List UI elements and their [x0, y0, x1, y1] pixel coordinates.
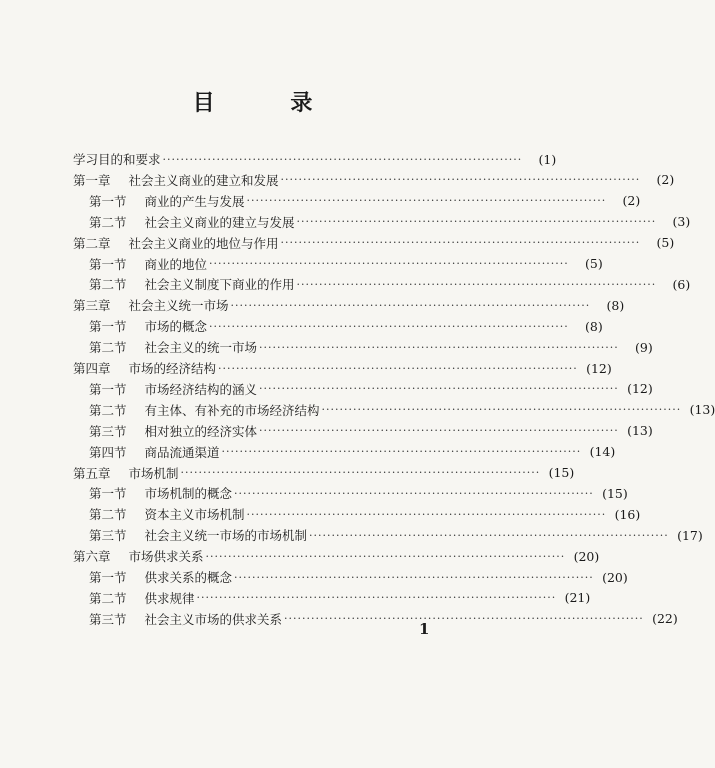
toc-page-ref: (14): [589, 444, 616, 460]
toc-section-entry: [0, 483, 628, 503]
toc-entry-title: 社会主义制度下商业的作用: [144, 277, 295, 293]
toc-entry-label: [89, 484, 232, 502]
toc-entry-number: 第二节: [89, 214, 127, 230]
toc-page-ref: (2): [656, 172, 675, 188]
toc-entry-label: [73, 234, 279, 252]
toc-entry-number: 学习目的和要求: [73, 152, 161, 167]
toc-section-entry: [0, 379, 653, 399]
dot-leader: ················································································: [234, 486, 594, 500]
toc-section-entry: [0, 316, 603, 336]
toc-entry-number: 第五章: [73, 465, 111, 481]
dot-leader: ················································································: [280, 173, 641, 187]
dot-leader: ················································································: [196, 591, 557, 605]
toc-page-ref: (20): [573, 548, 600, 564]
toc-entry-label: [73, 150, 161, 168]
toc-entry-title: 市场供求关系: [128, 549, 204, 565]
toc-entry-title: 商业的产生与发展: [144, 193, 245, 209]
toc-page-ref: (12): [627, 381, 653, 397]
toc-page-ref: (16): [614, 506, 641, 522]
toc-section-entry: [0, 421, 653, 441]
toc-section-entry: [0, 254, 603, 274]
toc-section-entry: [0, 442, 616, 462]
toc-page-ref: (20): [602, 569, 628, 585]
toc-section-entry: [0, 337, 653, 357]
toc-page-ref: (17): [677, 527, 703, 543]
toc-entry-number: 第一节: [89, 193, 127, 209]
toc-section-entry: [0, 567, 628, 587]
toc-chapter-entry: [0, 149, 557, 169]
toc-entry-number: 第一节: [89, 381, 127, 397]
toc-section-entry: [0, 274, 691, 294]
toc-entry-label: [89, 192, 245, 210]
dot-leader: ················································································: [259, 340, 619, 354]
toc-entry-label: [73, 547, 204, 565]
dot-leader: ················································································: [230, 298, 591, 312]
toc-entry-title: 供求规律: [144, 590, 195, 606]
toc-entry-number: 第二节: [89, 277, 127, 293]
toc-chapter-entry: [0, 295, 625, 315]
toc-section-entry: [0, 191, 641, 211]
toc-entry-number: 第二节: [89, 402, 127, 418]
toc-chapter-entry: [0, 358, 612, 378]
toc-entry-title: 市场机制: [128, 465, 179, 481]
toc-entry-title: 供求关系的概念: [144, 570, 233, 585]
page-number: 1: [419, 620, 430, 638]
toc-entry-label: [89, 317, 207, 335]
toc-page-ref: (15): [602, 485, 628, 501]
toc-page-ref: (5): [585, 256, 603, 271]
toc-page-ref: (6): [672, 276, 691, 292]
toc-section-entry: [0, 400, 715, 420]
toc-page-ref: (13): [689, 402, 715, 418]
toc-entry-number: 第三节: [89, 611, 127, 627]
toc-entry-title: 资本主义市场机制: [144, 507, 245, 523]
toc-entry-label: [89, 380, 257, 398]
toc-entry-label: [89, 505, 245, 523]
toc-entry-number: 第二章: [73, 235, 111, 251]
dot-leader: ················································································: [259, 424, 619, 438]
toc-entry-number: 第一节: [89, 486, 127, 502]
toc-entry-title: 社会主义商业的建立与发展: [144, 214, 295, 230]
dot-leader: ················································································: [218, 361, 578, 375]
toc-chapter-entry: [0, 170, 675, 190]
dot-leader: ················································································: [296, 277, 657, 291]
toc-entry-title: 社会主义统一市场的市场机制: [144, 528, 308, 544]
toc-page-ref: (12): [586, 360, 612, 376]
dot-leader: ················································································: [209, 319, 569, 333]
toc-page-ref: (8): [585, 318, 603, 334]
toc-entry-number: 第三章: [73, 298, 111, 314]
toc-page-ref: (8): [606, 297, 625, 313]
toc-entry-title: 社会主义的统一市场: [144, 340, 258, 356]
toc-page-ref: (3): [672, 214, 691, 230]
toc-entry-number: 第二节: [89, 340, 127, 356]
dot-leader: ················································································: [296, 215, 657, 229]
toc-entry-number: 第一章: [73, 172, 111, 188]
toc-section-entry: [0, 525, 703, 545]
toc-entry-label: [89, 401, 320, 419]
toc-entry-label: [73, 296, 229, 314]
toc-entry-title: 社会主义商业的建立和发展: [128, 172, 279, 188]
dot-leader: ················································································: [162, 152, 523, 166]
toc-section-entry: [0, 588, 591, 608]
toc-page-ref: (9): [635, 339, 653, 355]
toc-entry-title: 市场的经济结构: [128, 361, 217, 376]
toc-entry-title: 商品流通渠道: [144, 444, 220, 460]
dot-leader: ················································································: [246, 507, 607, 521]
toc-entry-label: [89, 526, 307, 544]
toc-page-ref: (2): [622, 193, 641, 209]
dot-leader: ················································································: [246, 194, 607, 208]
toc-entry-label: [89, 275, 295, 293]
dot-leader: ················································································: [205, 549, 566, 563]
toc-entry-title: 社会主义市场的供求关系: [144, 611, 283, 627]
toc-entry-label: [89, 338, 257, 356]
toc-entry-number: 第三节: [89, 423, 127, 439]
toc-entry-title: 市场经济结构的涵义: [144, 381, 258, 397]
toc-entry-label: [73, 359, 216, 377]
toc-entry-number: 第一节: [89, 256, 127, 272]
toc-page-ref: (22): [652, 611, 678, 627]
dot-leader: ················································································: [221, 445, 582, 459]
dot-leader: ················································································: [309, 528, 669, 542]
toc-entry-title: 相对独立的经济实体: [144, 423, 258, 439]
toc-entry-label: [73, 464, 179, 482]
dot-leader: ················································································: [180, 466, 541, 479]
toc-entry-label: [89, 422, 257, 440]
toc-chapter-entry: [0, 233, 675, 253]
toc-entry-label: [89, 213, 295, 231]
toc-entry-title: 市场机制的概念: [144, 486, 233, 502]
toc-page-ref: (5): [656, 235, 675, 251]
toc-entry-number: 第四节: [89, 444, 127, 460]
toc-entry-number: 第四章: [73, 361, 111, 376]
dot-leader: ················································································: [259, 382, 619, 396]
toc-entry-title: 商业的地位: [144, 256, 208, 272]
toc-entry-label: [89, 610, 282, 628]
toc-entry-number: 第一节: [89, 319, 127, 335]
toc-entry-number: 第二节: [89, 507, 127, 523]
toc-entry-title: 社会主义商业的地位与作用: [128, 235, 279, 251]
dot-leader: ················································································: [280, 236, 641, 250]
toc-entry-label: [89, 589, 195, 607]
toc-chapter-entry: [0, 546, 600, 566]
toc-entry-label: [89, 568, 232, 586]
dot-leader: ················································································: [209, 257, 569, 270]
toc-entry-label: [89, 255, 207, 273]
toc-page-ref: (13): [627, 423, 653, 439]
dot-leader: ················································································: [321, 403, 682, 417]
toc-entry-label: [89, 443, 220, 461]
toc-chapter-entry: [0, 463, 575, 483]
toc-page-ref: (21): [564, 590, 591, 606]
dot-leader: ················································································: [234, 570, 594, 584]
page-title: 目 录: [192, 90, 347, 116]
toc-page-ref: (1): [538, 151, 557, 167]
toc-entry-title: 社会主义统一市场: [128, 298, 229, 314]
toc-page-ref: (15): [548, 465, 575, 480]
toc-entry-number: 第三节: [89, 528, 127, 544]
toc-section-entry: [0, 504, 641, 524]
toc-entry-number: 第六章: [73, 549, 111, 565]
toc-entry-number: 第二节: [89, 590, 127, 606]
toc-entry-label: [73, 171, 279, 189]
toc-section-entry: [0, 212, 691, 232]
dot-leader: ················································································: [284, 612, 644, 626]
toc-entry-title: 有主体、有补充的市场经济结构: [144, 402, 320, 418]
toc-entry-number: 第一节: [89, 570, 127, 585]
toc-entry-title: 市场的概念: [144, 319, 208, 335]
